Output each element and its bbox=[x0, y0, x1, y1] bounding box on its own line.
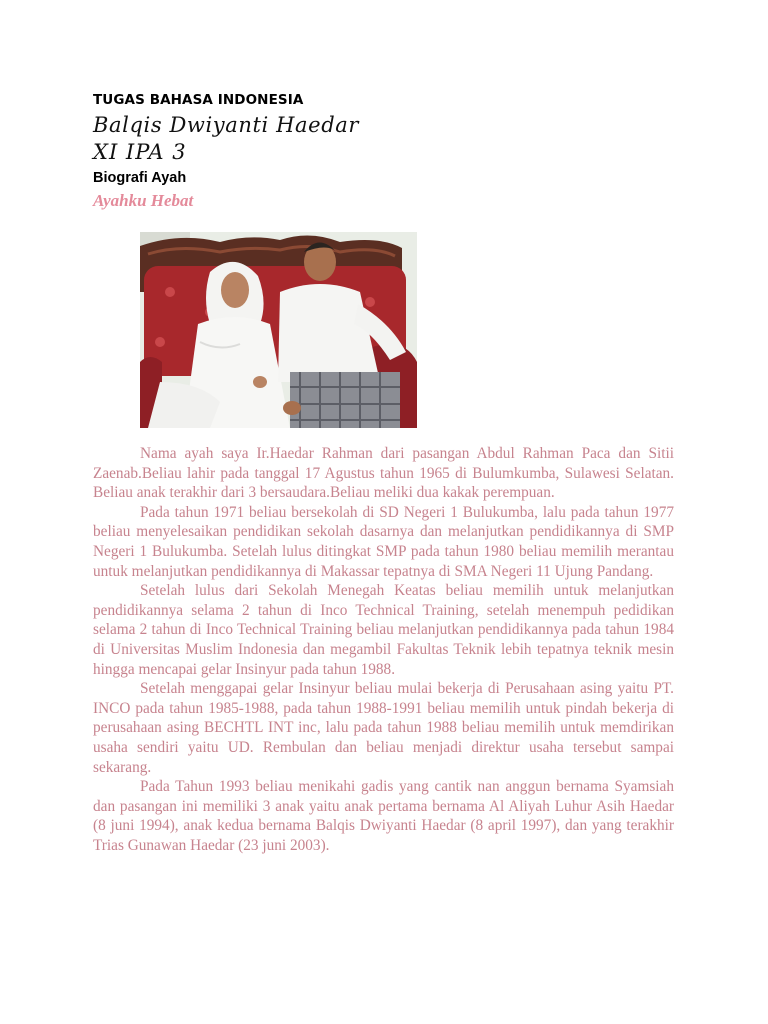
course-title: TUGAS BAHASA INDONESIA bbox=[93, 92, 304, 108]
paragraph: Setelah menggapai gelar Insinyur beliau mulai bekerja di Perusahaan asing yaitu PT. INCO pada tahun 1985-1988, pada tahun 1988-1991 beliau memilih untuk pindah bekerja di perusahaan asing BECHTL INT inc, lalu pada tahun 1988 beliau memilih untuk memdirikan usaha sendiri yaitu UD. Rembulan dan beliau menjadi direktur usaha tersebut sampai sekarang. bbox=[93, 680, 674, 776]
family-photo bbox=[140, 232, 417, 428]
family-photo-illustration bbox=[140, 232, 417, 428]
biography-body bbox=[93, 444, 674, 855]
class-label: XI IPA 3 bbox=[93, 140, 187, 164]
paragraph: Nama ayah saya Ir.Haedar Rahman dari pasangan Abdul Rahman Paca dan Sitii Zaenab.Beliau lahir pada tanggal 17 Agustus tahun 1965 di Bulumkumba, Sulawesi Selatan. Beliau anak terakhir dari 3 bersaudara.Beliau meliki dua kakak perempuan. bbox=[93, 445, 674, 502]
paragraph: Pada tahun 1971 beliau bersekolah di SD Negeri 1 Bulukumba, lalu pada tahun 1977 beliau menyelesaikan pendidikan sekolah dasarnya dan melanjutkan pendidikannya di SMP Negeri 1 Bulukumba. Setelah lulus ditingkat SMP pada tahun 1980 beliau memilih merantau untuk melanjutkan pendidikannya di Makassar tepatnya di SMA Negeri 11 Ujung Pandang. bbox=[93, 503, 674, 580]
paragraph: Setelah lulus dari Sekolah Menegah Keatas beliau memilih untuk melanjutkan pendidikannya selama 2 tahun di Inco Technical Training, setelah menempuh pedidikan selama 2 tahun di Inco Technical Training beliau melanjutkan pendidikannya pada tahun 1984 di Universitas Muslim Indonesia dan megambil Fakultas Teknik lebih tepatnya teknik mesin hingga mencapai gelar Insinyur pada tahun 1988. bbox=[93, 582, 674, 678]
document-type: Biografi Ayah bbox=[93, 170, 187, 186]
paragraph: Pada Tahun 1993 beliau menikahi gadis yang cantik nan anggun bernama Syamsiah dan pasangan ini memiliki 3 anak yaitu anak pertama bernama Al Aliyah Luhur Asih Haedar (8 juni 1994), anak kedua bernama Balqis Dwiyanti Haedar (8 april 1997), dan yang terakhir Trias Gunawan Haedar (23 juni 2003). bbox=[93, 778, 674, 854]
document-subtitle: Ayahku Hebat bbox=[93, 191, 194, 210]
author-name: Balqis Dwiyanti Haedar bbox=[93, 113, 360, 137]
